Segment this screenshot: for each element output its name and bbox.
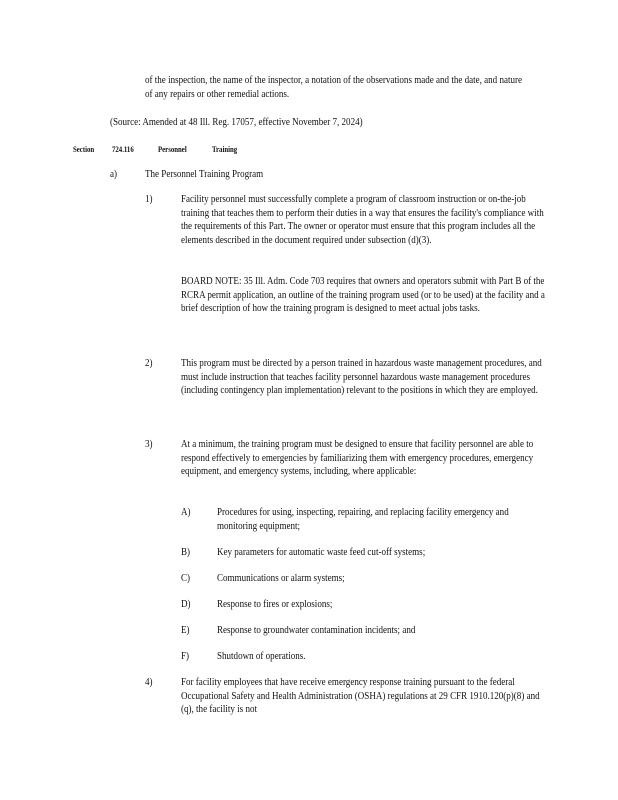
subitem-a-text: Procedures for using, inspecting, repairing, and replacing facility emergency and monitoring equipment;	[217, 507, 509, 532]
subitem-b-label: B)	[181, 547, 191, 558]
subitem-c-text: Communications or alarm systems;	[217, 573, 345, 584]
item-3-label: 3)	[145, 439, 153, 450]
subitem-a-label: A)	[181, 507, 191, 518]
subitem-f-label: F)	[181, 651, 190, 662]
top-paragraph: of the inspection, the name of the inspector, a notation of the observations made and the date, and nature of any repairs or other remedial actions.	[145, 75, 523, 100]
subitem-e-label: E)	[181, 625, 190, 636]
section-title-word2: Training	[212, 144, 238, 154]
item-1-text: Facility personnel must successfully complete a program of classroom instruction or on-the-job training that teaches them to perform their duties in a way that ensures the facility's compliance with the requirements of this Part. The owner or operator must ensure that this program includes all the elements described in the document required under subsection (d)(3).	[181, 194, 544, 246]
subitem-d-label: D)	[181, 599, 191, 610]
section-number: 724.116	[112, 144, 134, 154]
subsection-a-label: a)	[110, 169, 118, 180]
subitem-c-label: C)	[181, 573, 191, 584]
item-4-text: For facility employees that have receive emergency response training pursuant to the federal Occupational Safety and Health Administration (OSHA) regulations at 29 CFR 1910.120(p)(8) and (q), the facility is not	[181, 677, 540, 716]
item-1-label: 1)	[145, 194, 153, 205]
item-3-text: At a minimum, the training program must be designed to ensure that facility personnel are able to respond effectively to emergencies by familiarizing them with emergency procedures, emergency equipment, and emergency systems, including, where applicable:	[181, 439, 534, 478]
section-title-word1: Personnel	[158, 144, 187, 154]
subitem-f-text: Shutdown of operations.	[217, 651, 306, 662]
item-2-text: This program must be directed by a person trained in hazardous waste management procedures, and must include instruction that teaches facility personnel hazardous waste management procedures (including contingency plan implementation) relevant to the positions in which they are employed.	[181, 358, 542, 397]
item-4-label: 4)	[145, 677, 153, 688]
subitem-d-text: Response to fires or explosions;	[217, 599, 333, 610]
subitem-b-text: Key parameters for automatic waste feed cut-off systems;	[217, 547, 426, 558]
subitem-e-text: Response to groundwater contamination incidents; and	[217, 625, 416, 636]
source-note: (Source: Amended at 48 Ill. Reg. 17057, effective November 7, 2024)	[110, 117, 363, 128]
item-2-label: 2)	[145, 358, 153, 369]
subsection-a-heading: The Personnel Training Program	[145, 169, 264, 180]
section-label: Section	[73, 144, 95, 154]
board-note: BOARD NOTE: 35 Ill. Adm. Code 703 requires that owners and operators submit with Part B of the RCRA permit application, an outline of the training program used (or to be used) at the facility and a brief description of how the training program is designed to meet actual jobs tasks.	[181, 276, 545, 315]
